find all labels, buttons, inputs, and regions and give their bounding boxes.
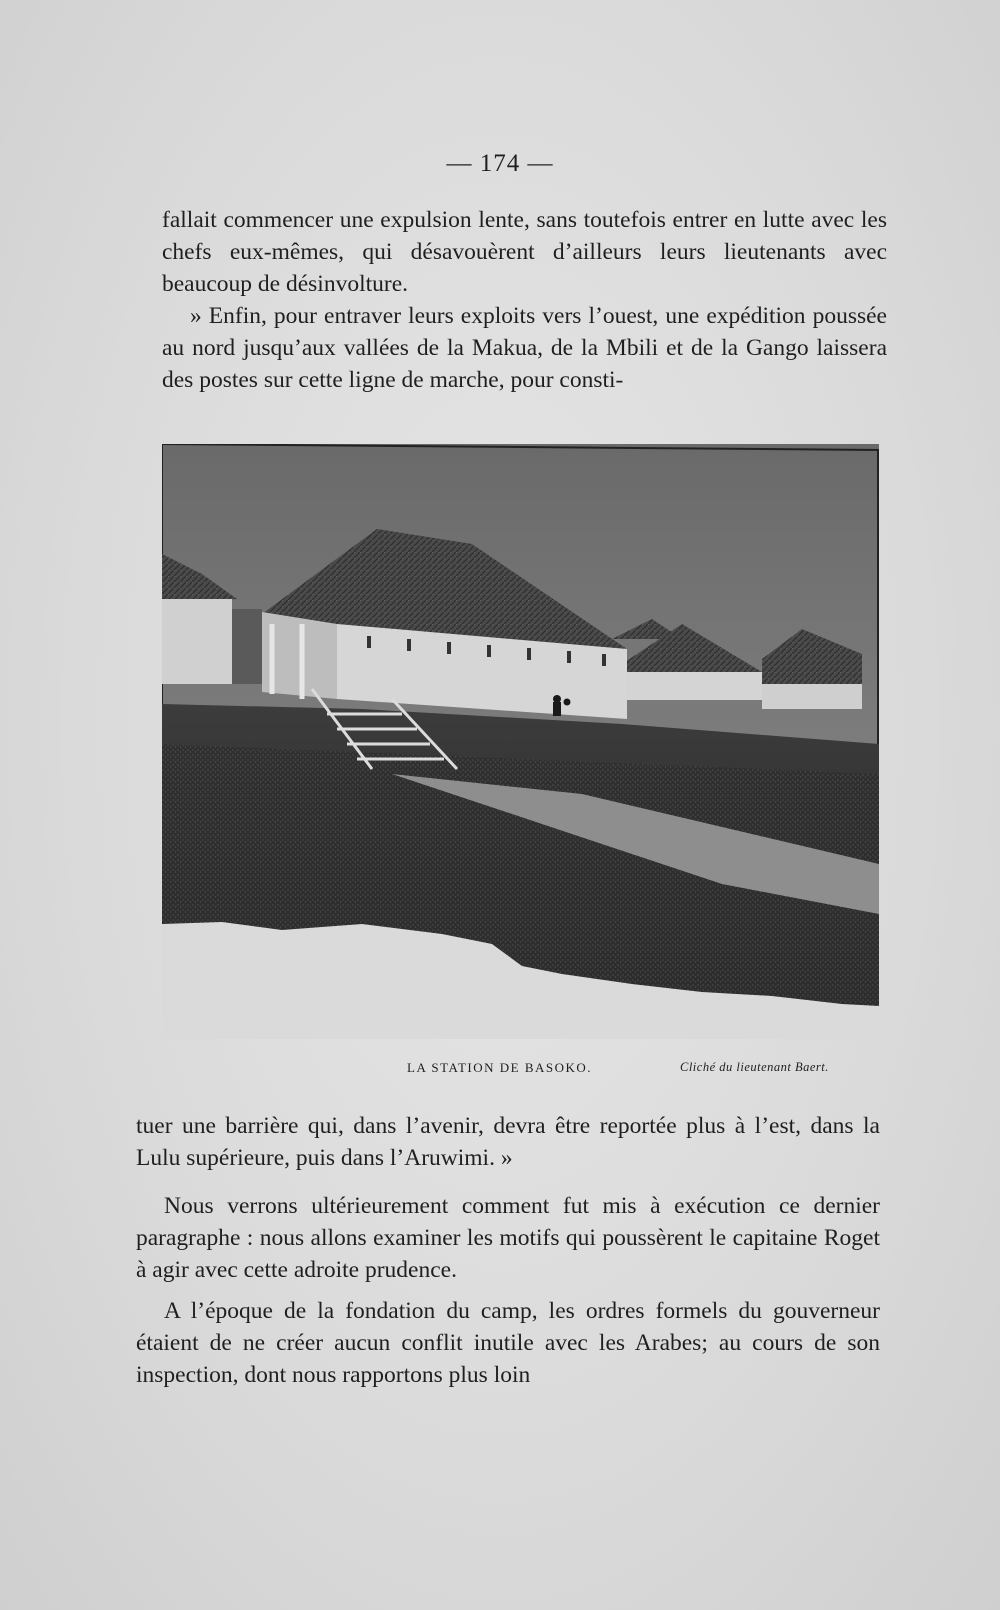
paragraph: » Enfin, pour entraver leurs exploits vers l’ouest, une expédition poussée au nord jusqu’aux vallées de la Makua, de la Mbili et de la Gango laissera des postes sur cette ligne de marche, pour consti- — [162, 303, 887, 393]
photograph-station-basoko — [162, 444, 879, 1039]
paragraph: fallait commencer une expulsion lente, sans toutefois entrer en lutte avec les chefs eux-mêmes, qui désavouèrent d’ailleurs leurs lieutenants avec beaucoup de désinvolture. — [162, 207, 887, 297]
figure-caption: LA STATION DE BASOKO. — [407, 1060, 593, 1075]
paragraph: tuer une barrière qui, dans l’avenir, devra être reportée plus à l’est, dans la Lulu supérieure, puis dans l’Aruwimi. » — [136, 1113, 880, 1171]
page-number: — 174 — — [446, 150, 554, 177]
paragraph: A l’époque de la fondation du camp, les ordres formels du gouverneur étaient de ne créer aucun conflit inutile avec les Arabes; au cours de son inspection, dont nous rapportons plus loin — [136, 1298, 880, 1388]
paragraph: Nous verrons ultérieurement comment fut mis à exécution ce dernier paragraphe : nous allons examiner les motifs qui poussèrent le capitaine Roget à agir avec cette adroite prudence. — [136, 1193, 880, 1283]
figure-credit: Cliché du lieutenant Baert. — [680, 1060, 829, 1074]
